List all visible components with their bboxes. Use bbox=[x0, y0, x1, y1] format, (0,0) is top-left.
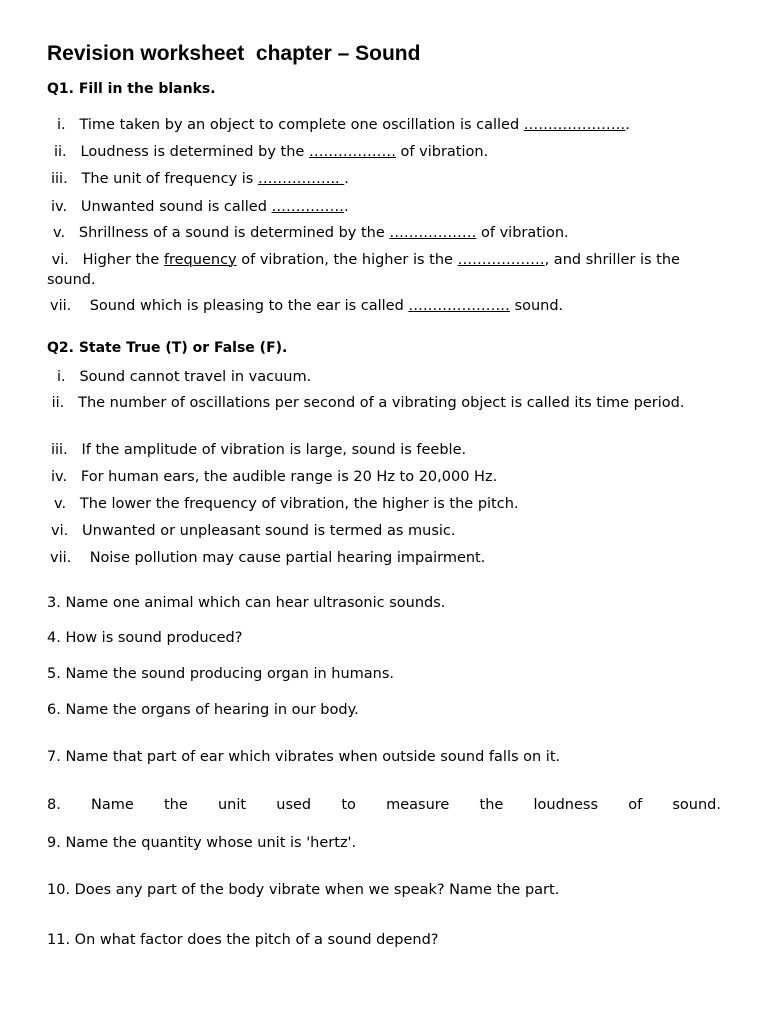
item-text: The unit of frequency is bbox=[81, 171, 258, 187]
q2-item-vi bbox=[51, 521, 456, 541]
q1-heading: Q1. Fill in the blanks. bbox=[47, 81, 216, 97]
q1-item-ii bbox=[54, 142, 488, 162]
question-8-word: loudness bbox=[533, 797, 599, 813]
q2-item-i bbox=[57, 367, 311, 387]
question-6: 6. Name the organs of hearing in our body. bbox=[47, 702, 359, 718]
item-text: For human ears, the audible range is 20 Hz to 20,000 Hz. bbox=[80, 469, 498, 485]
item-number: vi. bbox=[51, 252, 69, 268]
q1-item-vi bbox=[47, 250, 717, 290]
item-number: i. bbox=[57, 117, 66, 133]
item-text: Shrillness of a sound is determined by the bbox=[78, 225, 390, 241]
item-text: Sound cannot travel in vacuum. bbox=[79, 369, 312, 385]
q2-item-ii bbox=[47, 393, 717, 413]
answer-blank: ………………… bbox=[523, 117, 626, 133]
answer-blank: ……………… bbox=[457, 252, 545, 268]
question-8 bbox=[47, 795, 721, 815]
item-number: iii. bbox=[51, 442, 68, 458]
item-number: ii. bbox=[54, 144, 67, 160]
item-text: The lower the frequency of vibration, the higher is the pitch. bbox=[79, 496, 519, 512]
question-8-word: 8. bbox=[47, 797, 61, 813]
question-8-word: measure bbox=[386, 797, 450, 813]
question-4: 4. How is sound produced? bbox=[47, 630, 243, 646]
item-text: Loudness is determined by the bbox=[80, 144, 309, 160]
item-text-end: of vibration. bbox=[395, 144, 489, 160]
item-number: i. bbox=[57, 369, 66, 385]
question-5: 5. Name the sound producing organ in humans. bbox=[47, 666, 395, 682]
item-number: iv. bbox=[51, 199, 68, 215]
question-7: 7. Name that part of ear which vibrates when outside sound falls on it. bbox=[47, 749, 561, 765]
item-text: Higher the bbox=[82, 252, 164, 268]
item-text: Unwanted sound is called bbox=[80, 199, 272, 215]
question-8-word: the bbox=[164, 797, 188, 813]
item-text-end: . bbox=[625, 117, 630, 133]
item-text-mid: of vibration, the higher is the bbox=[236, 252, 458, 268]
q2-heading: Q2. State True (T) or False (F). bbox=[47, 340, 288, 356]
q1-item-iii bbox=[51, 169, 349, 189]
question-11: 11. On what factor does the pitch of a sound depend? bbox=[47, 932, 439, 948]
answer-blank: ………………… bbox=[408, 298, 510, 314]
q1-item-iv bbox=[51, 197, 349, 217]
q2-item-iv bbox=[51, 467, 497, 487]
question-9: 9. Name the quantity whose unit is 'hertz'. bbox=[47, 835, 357, 851]
q2-item-v bbox=[54, 494, 519, 514]
item-text: Time taken by an object to complete one oscillation is called bbox=[79, 117, 524, 133]
question-8-word: Name bbox=[91, 797, 134, 813]
answer-blank: ……………… bbox=[308, 144, 396, 160]
item-text: The number of oscillations per second of a vibrating object is called its time period. bbox=[78, 395, 685, 411]
item-number: iv. bbox=[51, 469, 68, 485]
q1-item-vii bbox=[50, 296, 563, 316]
item-text-end: , and shriller is the sound. bbox=[47, 252, 680, 288]
question-10: 10. Does any part of the body vibrate when we speak? Name the part. bbox=[47, 882, 560, 898]
item-number: iii. bbox=[51, 171, 68, 187]
q2-item-iii bbox=[51, 440, 466, 460]
item-text: If the amplitude of vibration is large, sound is feeble. bbox=[81, 442, 467, 458]
item-text-end: . bbox=[344, 199, 349, 215]
item-number: v. bbox=[53, 225, 66, 241]
underlined-word: frequency bbox=[163, 252, 237, 268]
question-8-word: to bbox=[341, 797, 356, 813]
question-8-word: used bbox=[276, 797, 312, 813]
item-number: vii. bbox=[50, 298, 72, 314]
item-number: v. bbox=[54, 496, 67, 512]
question-8-word: of bbox=[628, 797, 643, 813]
question-3: 3. Name one animal which can hear ultrasonic sounds. bbox=[47, 595, 446, 611]
q1-item-v bbox=[53, 223, 569, 243]
item-text: Sound which is pleasing to the ear is called bbox=[89, 298, 409, 314]
question-8-word: the bbox=[479, 797, 504, 813]
question-8-word: unit bbox=[217, 797, 247, 813]
answer-blank: …………… bbox=[271, 199, 345, 215]
q2-item-vii bbox=[50, 548, 485, 568]
worksheet-title: Revision worksheet chapter – Sound bbox=[47, 42, 421, 65]
item-text: Unwanted or unpleasant sound is termed as music. bbox=[82, 523, 456, 539]
item-number: vi. bbox=[51, 523, 69, 539]
item-text: Noise pollution may cause partial hearing impairment. bbox=[89, 550, 486, 566]
item-text-end: sound. bbox=[509, 298, 564, 314]
item-text-end: of vibration. bbox=[476, 225, 569, 241]
item-text-end: . bbox=[344, 171, 349, 187]
item-number: vii. bbox=[50, 550, 72, 566]
answer-blank: …………….. bbox=[257, 171, 345, 187]
answer-blank: ……………… bbox=[389, 225, 477, 241]
question-8-word: sound. bbox=[672, 797, 721, 813]
item-number: ii. bbox=[51, 395, 65, 411]
q1-item-i bbox=[57, 115, 630, 135]
